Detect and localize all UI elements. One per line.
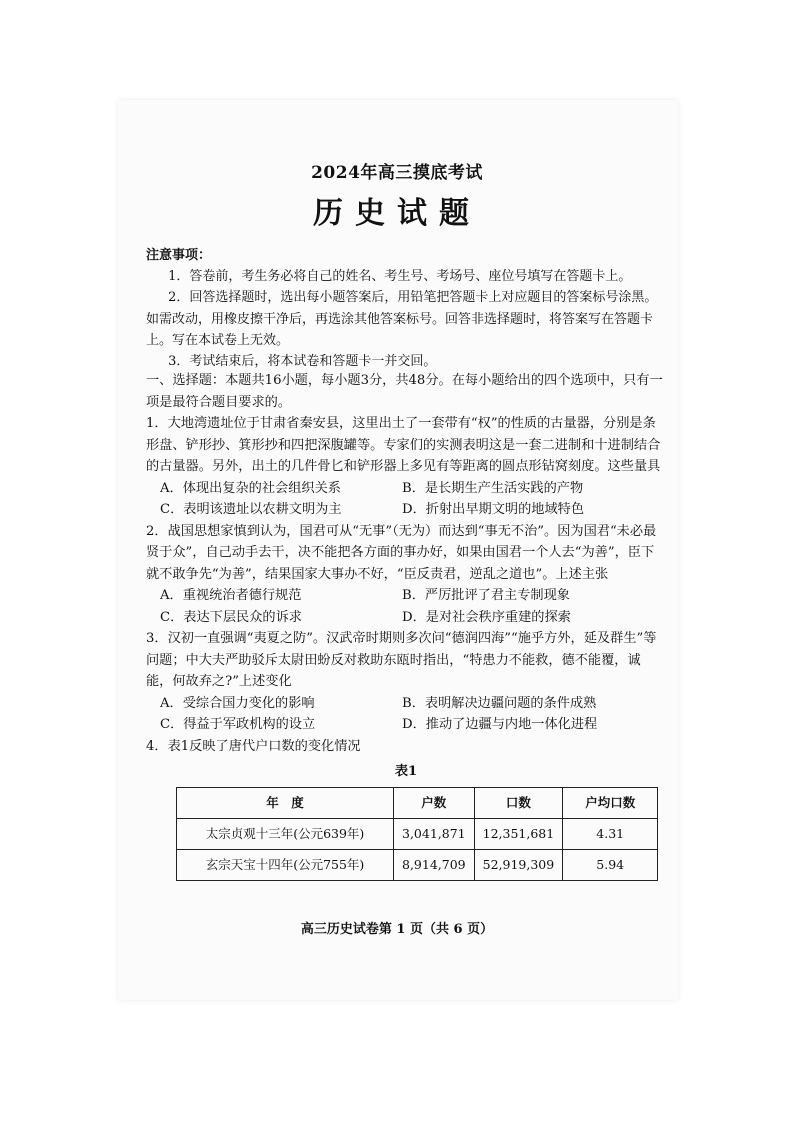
choice-section [146, 370, 666, 881]
option-c: C．表明该遗址以农耕文明为主 [160, 502, 342, 517]
household-table [176, 787, 658, 881]
question-1 [146, 413, 666, 521]
question-3 [146, 628, 666, 736]
section-heading: 一、选择题：本题共16小题，每小题3分，共48分。在每小题给出的四个选项中，只有一项是最符合题目要求的。 [146, 373, 663, 410]
option-a: A．体现出复杂的社会组织关系 [160, 480, 341, 496]
exam-subtitle: 2024年高三摸底考试 [311, 163, 483, 183]
table-row [177, 818, 658, 849]
table-cell: 玄宗天宝十四年(公元755年) [177, 849, 394, 880]
question-4 [146, 736, 666, 881]
table-cell: 4.31 [563, 818, 658, 849]
option-d: D．折射出早期文明的地域特色 [402, 502, 585, 517]
table-row [177, 849, 658, 880]
notice-item: 3．考试结束后，将本试卷和答题卡一并交回。 [168, 354, 437, 370]
table-header-row [177, 787, 658, 818]
table-header: 户数 [394, 787, 475, 818]
question-stem: 4．表1反映了唐代户口数的变化情况 [146, 738, 361, 754]
option-b: B．严厉批评了君主专制现象 [402, 588, 570, 603]
option-c: C．得益于军政机构的设立 [160, 717, 316, 732]
table-cell: 太宗贞观十三年(公元639年) [177, 818, 394, 849]
question-options [146, 478, 666, 521]
table-header: 户均口数 [563, 787, 658, 818]
question-stem: 1．大地湾遗址位于甘肃省秦安县，这里出土了一套带有“权”的性质的古量器，分别是条形盘、铲形抄、箕形抄和四把深腹罐等。专家们的实测表明这是一套二进制和十进制结合的古量器。另外，出土的几件骨匕和铲形器上多见有等距离的圆点形钻窝刻度。这些量具 [146, 416, 661, 474]
option-d: D．是对社会秩序重建的探索 [402, 609, 571, 625]
question-stem: 3．汉初一直强调“夷夏之防”。汉武帝时期则多次问“德润四海”“施乎方外，延及群生”等问题；中大夫严助驳斥太尉田蚡反对救助东瓯时指出，“特患力不能救，德不能覆，诚能，何故弃之?”上述变化 [146, 631, 657, 689]
option-a: A．重视统治者德行规范 [160, 588, 302, 603]
notice-item: 1．答卷前，考生务必将自己的姓名、考生号、考场号、座位号填写在答题卡上。 [168, 269, 632, 285]
exam-title: 历史试题 [313, 196, 481, 231]
notice-heading: 注意事项： [146, 248, 212, 263]
table-caption: 表1 [394, 764, 418, 779]
table-cell: 3,041,871 [394, 818, 475, 849]
table-cell: 52,919,309 [474, 849, 563, 880]
option-d: D．推动了边疆与内地一体化进程 [402, 717, 598, 732]
table-cell: 5.94 [563, 849, 658, 880]
option-a: A．受综合国力变化的影响 [160, 695, 315, 711]
option-b: B．表明解决边疆问题的条件成熟 [402, 695, 597, 711]
question-options [146, 585, 666, 628]
option-b: B．是长期生产生活实践的产物 [402, 480, 584, 496]
table-header: 口数 [474, 787, 563, 818]
notice-block [146, 245, 666, 372]
table-cell: 8,914,709 [394, 849, 475, 880]
question-options [146, 693, 666, 736]
page-footer: 高三历史试卷第 1 页（共 6 页） [300, 922, 494, 937]
option-c: C．表达下层民众的诉求 [160, 609, 302, 625]
question-2 [146, 521, 666, 629]
notice-item: 2．回答选择题时，选出每小题答案后，用铅笔把答题卡上对应题目的答案标号涂黑。如需改动，用橡皮擦干净后，再选涂其他答案标号。回答非选择题时，将答案写在答题卡上。写在本试卷上无效。 [146, 290, 658, 348]
table-header: 年 度 [177, 787, 394, 818]
question-stem: 2．战国思想家慎到认为，国君可从“无事”（无为）而达到“事无不治”。因为国君“未必最贤于众”，自己动手去干，决不能把各方面的事办好，如果由国君一个人去“为善”，臣下就不敢争先“为善”，结果国家大事办不好，“臣反责君，逆乱之道也”。上述主张 [146, 523, 657, 582]
table-cell: 12,351,681 [474, 818, 563, 849]
